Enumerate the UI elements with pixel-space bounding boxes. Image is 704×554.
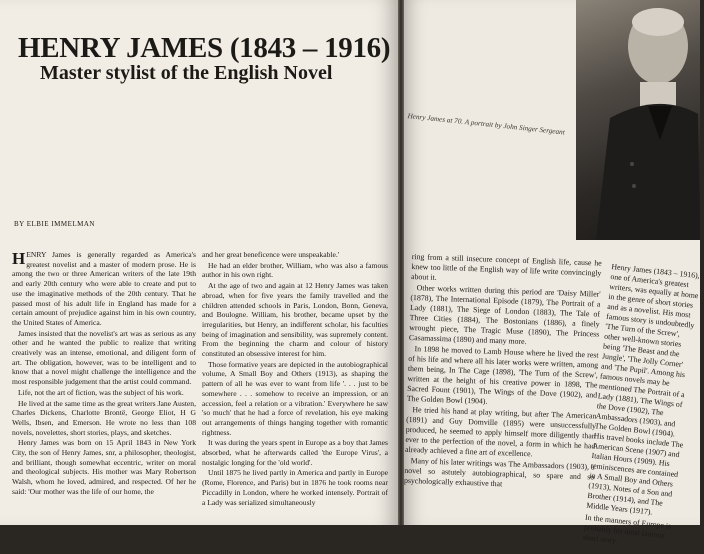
paragraph: James insisted that the novelist's art was as serious as any other and he wanted the public to realize that writing creatively was an intense, emotional, and diligent form of art. The obligation, however, was to be intelligent and to know that a novel might challenge the intelligence and the most responsible judgement that the artist could command.	[12, 328, 196, 387]
coat-shape	[596, 104, 700, 240]
drop-cap: H	[12, 249, 26, 268]
portrait-caption: Henry James at 70. A portrait by John Singer Sergeant	[407, 112, 566, 137]
paragraph: Other works written during this period are 'Daisy Miller' (1878), The International Episode (1879), The Portrait of a Lady (1881), The Siege of London (1883), The Tale of Three Cities (1884), The Bostonians (1886), a finely wrought piece, The Tragic Muse (1890), The Princess Casamassima (1890) and many more.	[408, 283, 601, 347]
byline: BY ELBIE IMMELMAN	[14, 220, 95, 228]
paragraph: He had an elder brother, William, who was also a famous author in his own right.	[202, 260, 388, 280]
paragraph: In the manners of Europe is probably his most famous short story.	[582, 512, 672, 546]
paragraph: Life, not the art of fiction, was the subject of his work.	[18, 387, 184, 397]
paragraph: In 1898 he moved to Lamb House where he lived the rest of his life and where all his later works were written, among them being, In The Cage (1898), 'The Turn of the Screw', written at the height of his creative power in 1898, The Sacred Fount (1901), The Wings of the Dove (1902), and The Golden Bowl (1904).	[406, 344, 599, 406]
sidebar-column	[582, 262, 703, 554]
article-subtitle: Master stylist of the English Novel	[40, 62, 333, 84]
forehead-highlight	[632, 8, 684, 36]
paragraph: Until 1875 he lived partly in America and partly in Europe (Rome, Florence, and Paris) but in 1876 he took rooms near Piccadilly in London, where he worked intensely. Portrait of a Lady was serialized simultaneously	[202, 468, 388, 507]
portrait-figure	[576, 0, 700, 240]
paragraph: and her great beneficence were unspeakable.'	[202, 250, 340, 259]
button-shape	[630, 162, 634, 166]
paragraph: He lived at the same time as the great writers Jane Austen, Charles Dickens, Charlotte Brontë, George Eliot, H G Wells, Ibsen, and Emerson. He wrote no less than 108 novels, novelettes, short stories, plays, and sketches.	[12, 398, 196, 437]
paragraph: He tried his hand at play writing, but after The American (1891) and Guy Domville (1895) were unsuccessfully produced, he seemed to apply himself more diligently than ever to the perfection of the novel, a form in which he had already achieved a fine art of excellence.	[404, 405, 597, 459]
body-column-2	[202, 250, 388, 508]
body-column-1	[12, 250, 196, 498]
paragraph: Henry James (1843 – 1916), one of America's greatest writers, was equally at home in the genre of short stories and as a novelist. His most famous story is undoubtedly 'The Turn of the Screw', other well-known stories being 'The Beast and the Jungle', 'The Jolly Corner' and 'The Pupil'. Among his famous novels may be mentioned The Portrait of a Lady (1881), The Wings of the Dove (1902), The Ambassadors (1903), and The Golden Bowl (1904). His travel books include The American Scene (1907) and Italian Hours (1909). His reminiscences are contained in A Small Boy and Others (1913), Notes of a Son and Brother (1914), and The Middle Years (1917).	[585, 262, 701, 517]
paragraph: Many of his later writings was The Ambassadors (1903), a novel so astutely autobiographical, so spare and so psychologically exhaustive that	[403, 456, 595, 489]
paragraph: Henry James was born on 15 April 1843 in New York City, the son of Henry James, snr, a philosopher, theologist, and brilliant, though somewhat eccentric, writer on moral and theological subjects. His mother was Mary Robertson Walsh, whom he loved, admired, and respected. Of her he said: 'Our mother was the life of our home, the	[12, 438, 196, 496]
paragraph: Those formative years are depicted in the autobiographical volume, A Small Boy and Others (1913), as shaping the pattern of all he was ever to want from life '. . . just to be somewhere . . . somehow to receive an impression, or an accession, feel a relation or a vibration.' Everywhere he saw 'so much' that he had a force of revelation, his eye making out arrangements of things hanging together with romantic rightness.	[202, 359, 388, 437]
button-shape	[632, 184, 636, 188]
paragraph: HENRY James is generally regarded as America's greatest novelist and a master of modern prose. He is among the two or three American writers of the late 19th and early 20th century who were able to create and put to use the imaginative methods of the 20th century. That he passed most of his adult life in England has made for a certain amount of prejudice against him in his own country, the United States of America.	[12, 249, 196, 327]
paragraph: At the age of two and again at 12 Henry James was taken abroad, when for five years the family travelled and the children attended schools in Paris, London, Bonn, Geneva, and Boulogne. William, his brother, became upset by the irregularities, but Henry, an indifferent scholar, his faculties being of imagination and sensibility, was supremely content. From the beginning the charm and colour of history constituted an obsessive interest for him.	[202, 281, 388, 359]
portrait-photo	[576, 0, 700, 240]
article-title: HENRY JAMES (1843 – 1916)	[18, 32, 391, 64]
paragraph: It was during the years spent in Europe as a boy that James absorbed, what he afterwards called 'the Europe Virus', a nostalgic longing for the 'old world'.	[202, 438, 388, 467]
right-page	[403, 0, 701, 546]
paragraph: ring from a still insecure concept of English life, cause he knew too little of the English way of life write convincingly about it.	[410, 252, 602, 282]
body-column-3	[404, 252, 602, 493]
